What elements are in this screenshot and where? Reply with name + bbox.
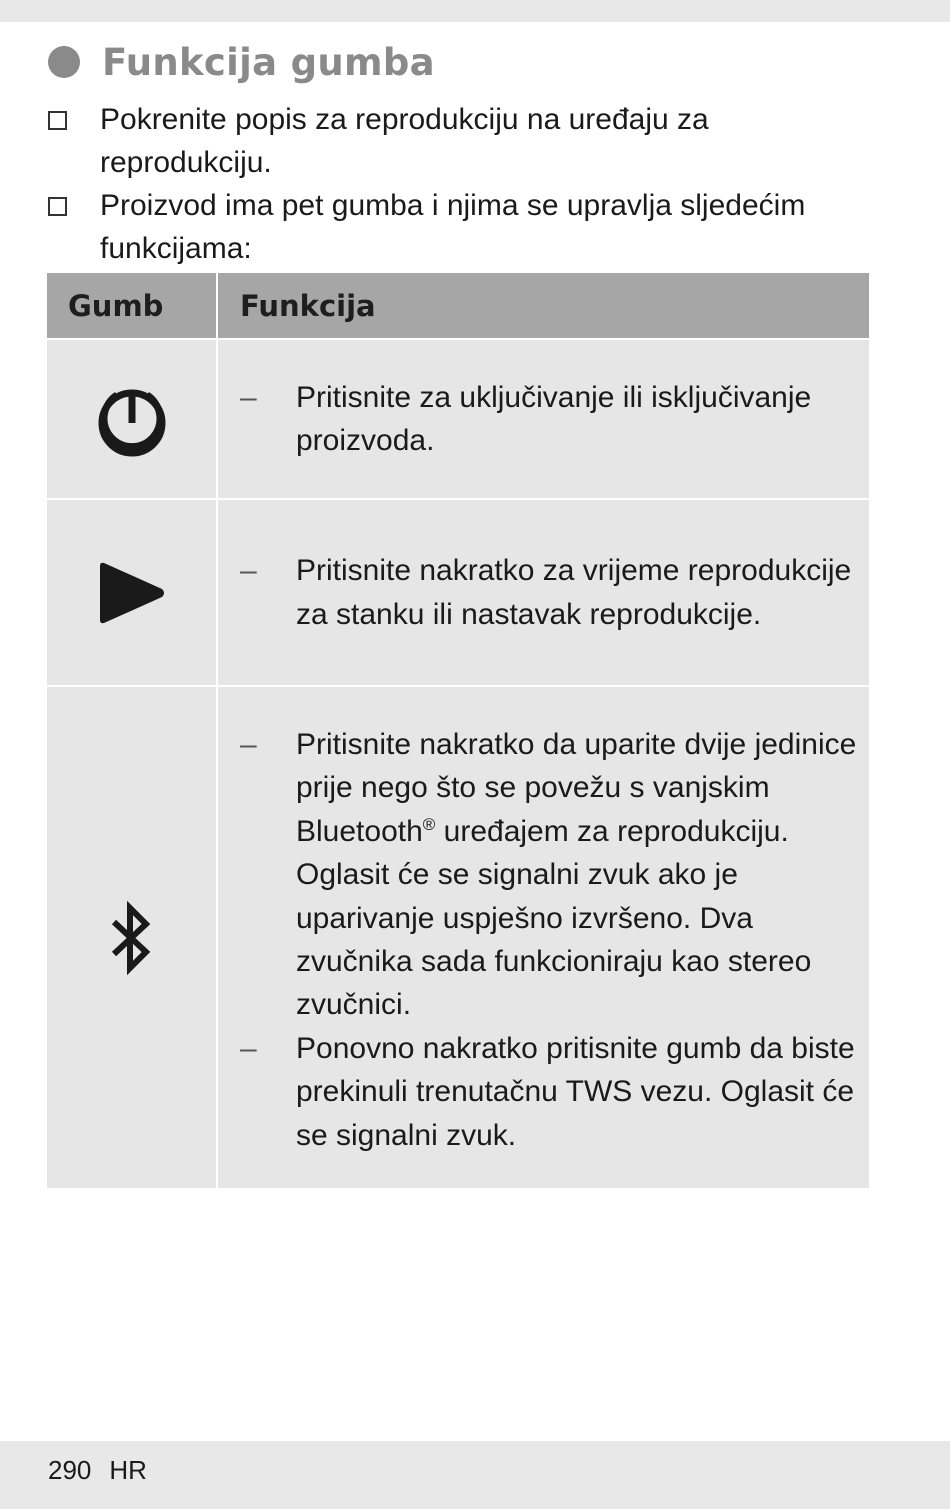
table-row (47, 338, 869, 498)
heading-bullet-dot (48, 46, 80, 78)
page-footer (0, 1441, 950, 1509)
function-text (296, 723, 861, 1027)
function-text: Pritisnite za uključivanje ili isključivanje proizvoda. (296, 380, 812, 457)
bluetooth-icon (110, 900, 154, 976)
top-strip (0, 0, 950, 22)
section-heading (48, 38, 435, 86)
button-cell (47, 500, 218, 685)
bullet-list (48, 98, 868, 270)
function-cell (218, 687, 869, 1188)
function-item (240, 376, 861, 463)
function-cell (218, 500, 869, 685)
dash-marker: – (240, 380, 257, 414)
table-row (47, 498, 869, 685)
function-cell (218, 340, 869, 498)
dash-marker: – (240, 1031, 257, 1065)
bullet-item (48, 98, 868, 184)
dash-marker: – (240, 554, 257, 588)
text-part: Pritisnite nakratko da uparite dvije jedinice prije nego što se povežu s vanjskim Bluetooth (296, 728, 857, 848)
power-icon (96, 381, 168, 457)
play-icon (96, 560, 168, 626)
function-text: Pritisnite nakratko za vrijeme reprodukcije za stanku ili nastavak reprodukcije. (296, 554, 852, 631)
table-header (47, 273, 869, 338)
function-item (240, 723, 861, 1027)
bullet-item (48, 184, 868, 270)
checkbox-square-icon (48, 197, 67, 216)
registered-mark: ® (422, 814, 436, 834)
function-item (240, 1027, 861, 1157)
bullet-text: Pokrenite popis za reprodukciju na uređaju za reprodukciju. (100, 103, 709, 179)
text-part: uređajem za reprodukciju. Oglasit će se signalni zvuk ako je uparivanje uspješno izvršeno. Dva zvučnika sada funkcioniraju kao stereo zvučnici. (296, 814, 812, 1022)
button-cell (47, 340, 218, 498)
bullet-text: Proizvod ima pet gumba i njima se upravlja sljedećim funkcijama: (100, 189, 806, 265)
language-code: HR (109, 1455, 147, 1485)
button-function-table (47, 273, 869, 1188)
page-number: 290 (48, 1455, 92, 1485)
dash-marker: – (240, 728, 257, 761)
page-title: Funkcija gumba (102, 40, 435, 84)
function-text: Ponovno nakratko pritisnite gumb da biste prekinuli trenutačnu TWS vezu. Oglasit će se signalni zvuk. (296, 1031, 855, 1152)
button-cell (47, 687, 218, 1188)
column-header-function: Funkcija (240, 288, 376, 323)
column-header-button: Gumb (47, 273, 218, 338)
table-row (47, 685, 869, 1188)
footer-text (48, 1455, 165, 1486)
function-item (240, 549, 861, 636)
checkbox-square-icon (48, 111, 67, 130)
